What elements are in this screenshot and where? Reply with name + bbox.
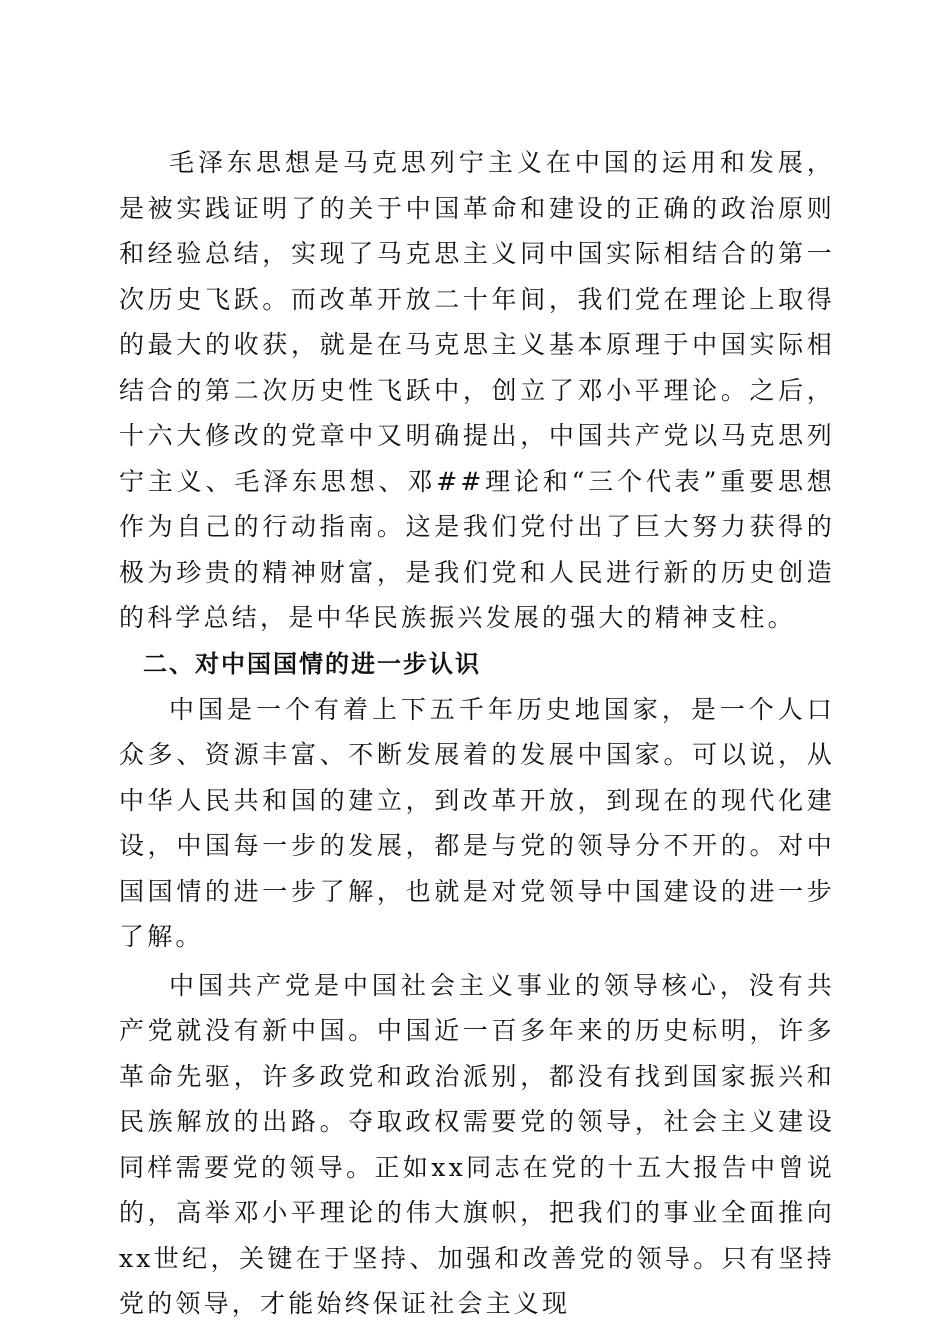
section-heading: 二、对中国国情的进一步认识 bbox=[143, 649, 481, 678]
paragraph-mao-thought: 毛泽东思想是马克思列宁主义在中国的运用和发展，是被实践证明了的关于中国革命和建设的正确的政治原则和经验总结，实现了马克思主义同中国实际相结合的第一次历史飞跃。而改革开放二十年间，我们党在理论上取得的最大的收获，就是在马克思主义基本原理于中国实际相结合的第二次历史性飞跃中，创立了邓小平理论。之后，十六大修改的党章中又明确提出，中国共产党以马克思列宁主义、毛泽东思想、邓##理论和“三个代表”重要思想作为自己的行动指南。这是我们党付出了巨大努力获得的极为珍贵的精神财富，是我们党和人民进行新的历史创造的科学总结，是中华民族振兴发展的强大的精神支柱。 bbox=[119, 148, 835, 632]
paragraph-party-leadership: 中国共产党是中国社会主义事业的领导核心，没有共产党就没有新中国。中国近一百多年来的历史标明，许多革命先驱，许多政党和政治派别，都没有找到国家振兴和民族解放的出路。夺取政权需要党的领导，社会主义建设同样需要党的领导。正如xx同志在党的十五大报告中曾说的，高举邓小平理论的伟大旗帜，把我们的事业全面推向xx世纪，关键在于坚持、加强和改善党的领导。只有坚持党的领导，才能始终保证社会主义现 bbox=[119, 970, 835, 1318]
paragraph-china-conditions: 中国是一个有着上下五千年历史地国家，是一个人口众多、资源丰富、不断发展着的发展中国家。可以说，从中华人民共和国的建立，到改革开放，到现在的现代化建设，中国每一步的发展，都是与党的领导分不开的。对中国国情的进一步了解，也就是对党领导中国建设的进一步了解。 bbox=[119, 694, 835, 951]
document-body bbox=[119, 140, 835, 1327]
